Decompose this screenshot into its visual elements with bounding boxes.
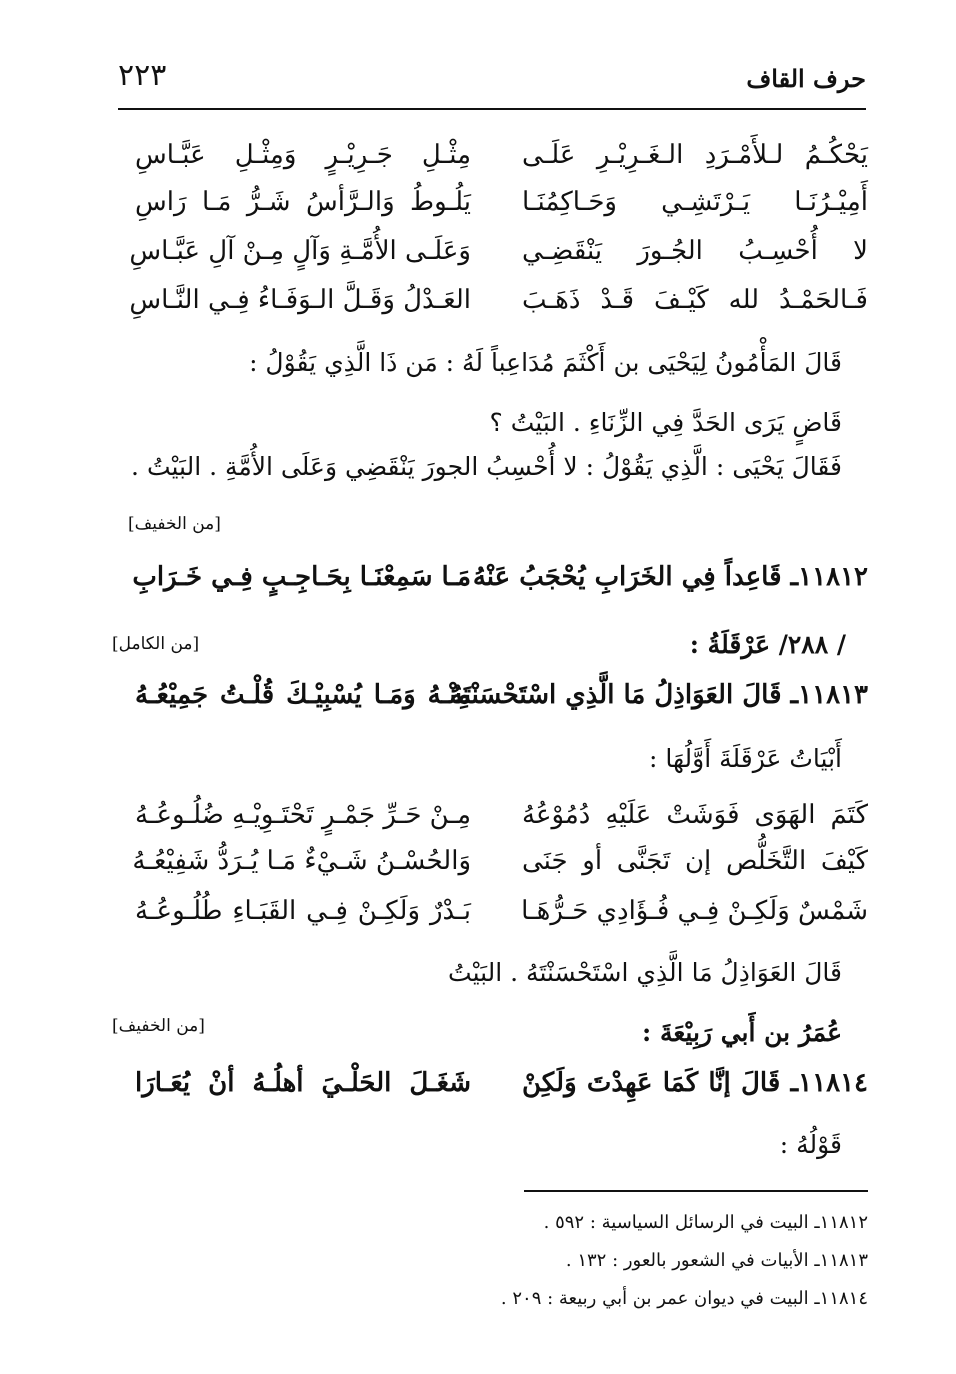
numbered-verse-right: ١١٨١٤ـ قَالَ إنَّا كَمَا عَهِدْتَ وَلَكِنْ xyxy=(522,1068,868,1098)
numbered-verse-right: ١١٨١٢ـ قَاعِداً فِي الخَرَابِ يُحْجَبُ عَنْهُ xyxy=(472,562,868,592)
numbered-verse-left: مِنْـهُ وَمَـا يُسْبِيْـكَ قُلْـتُ جَمِيْعُـهُ xyxy=(135,680,471,710)
footnote: ١١٨١٢ـ البيت في الرسائل السياسية : ٥٩٢ . xyxy=(543,1212,868,1233)
verse-left-hemistich: بَـدْرٌ وَلَكِـنْ فِـي القَبَـاءِ طُلُـوعُـهُ xyxy=(135,896,471,926)
footnote-rule xyxy=(524,1190,868,1192)
prose-line: أَبْيَاتُ عَرْقَلَةَ أَوَّلُهَا : xyxy=(649,744,842,773)
verse-left-hemistich: وَالحُسْـنُ شَـيْءٌ مَـا يُـرَدُّ شَفِيْعُـهُ xyxy=(132,846,471,876)
numbered-verse-left: شَغَـلَ الحَلْـيَ أهلُـهُ أنْ يُعَـارَا xyxy=(135,1068,471,1098)
prose-line: قَاضٍ يَرَى الحَدَّ فِي الزِّنَاءِ . البَيْتُ ؟ xyxy=(489,408,842,437)
footnote: ١١٨١٣ـ الأبيات في الشعور بالعور : ١٣٢ . xyxy=(565,1250,868,1271)
verse-left-hemistich: العَـدْلُ وَقَـلَّ الـوَفَـاءُ فِـي النَّـاسِ xyxy=(129,285,471,315)
meter-label: [من الخفيف] xyxy=(112,1016,205,1036)
verse-right-hemistich: شَمْسٌ وَلَكِـنْ فِـي فُـؤَادِي حَـرُّهَـا xyxy=(521,896,868,926)
poet-name: / ٢٨٨/ عَرْقَلَةُ : xyxy=(689,630,846,659)
prose-line: قَوْلُهُ : xyxy=(779,1130,842,1159)
prose-line: قَالَ المَأْمُونُ لِيَحْيَى بن أَكْثَمَ مُدَاعِباً لَهُ : مَن ذَا الَّذِي يَقُوْلُ : xyxy=(249,348,842,377)
verse-left-hemistich: مِثْـلِ جَـرِيْـرٍ وَمِثْـلِ عَبَّـاسِ xyxy=(135,140,471,170)
numbered-verse-right: ١١٨١٣ـ قَالَ العَوَاذِلُ مَا الَّذِي اسْتَحْسَنْتَهُ xyxy=(449,680,868,710)
meter-label: [من الخفيف] xyxy=(128,514,221,534)
verse-right-hemistich: كَتَمَ الهَوَى فَوَشَتْ عَلَيْهِ دُمُوْعُهُ xyxy=(522,800,868,830)
verse-right-hemistich: كَيْفَ التَّخَلُّص إن تَجَنَّى أو جَنَى xyxy=(522,846,868,876)
verse-right-hemistich: يَحْكُـمُ لـلأَمْـرَدِ الـغَـرِيْـرِ عَلَـى xyxy=(522,140,868,170)
verse-left-hemistich: مِـنْ حَـرِّ جَمْـرٍ تَحْتَـوِيْـهِ ضُلُـوعُـهُ xyxy=(134,800,471,830)
footnote: ١١٨١٤ـ البيت في ديوان عمر بن أبي ربيعة : ٢٠٩ . xyxy=(500,1288,868,1309)
running-header-title: حرف القاف xyxy=(746,64,866,93)
verse-right-hemistich: لا أُحْسِـبُ الجُـورَ يَنْقَضِـي xyxy=(522,236,868,266)
prose-line: قَالَ العَوَاذِلُ مَا الَّذِي اسْتَحْسَنْتَهُ . البَيْتُ xyxy=(448,958,842,987)
poet-name: عُمَرُ بن أَبي رَبِيْعَةَ : xyxy=(642,1018,842,1047)
verse-right-hemistich: فَـالحَمْـدُ لله كَيْـفَ قَـدْ ذَهَـبَ xyxy=(522,285,868,315)
header-rule xyxy=(118,108,866,110)
verse-right-hemistich: أَمِيْـرُنَـا يَـرْتَشِـي وَحَـاكِمُنَـا xyxy=(522,187,868,217)
prose-line: فَقَالَ يَحْيَى : الَّذِي يَقُوْلُ : لا أُحْسِبُ الجورَ يَنْقَضِي وَعَلَى الأُمَّةِ . البَيْتُ . xyxy=(131,452,842,481)
numbered-verse-left: مَـا سَمِعْنَـا بِحَـاجِـبٍ فِـي خَـرَابِ xyxy=(132,562,471,592)
verse-left-hemistich: وَعَلَـى الأُمَّـةِ وَآلٍ مِـنْ آلِ عَبَّـاسِ xyxy=(129,236,471,266)
verse-left-hemistich: يَلُـوطُ وَالـرَّأسُ شَـرُّ مَـا رَاسِ xyxy=(135,187,471,217)
page-number: ٢٢٣ xyxy=(118,58,167,93)
meter-label: [من الكامل] xyxy=(112,634,200,654)
